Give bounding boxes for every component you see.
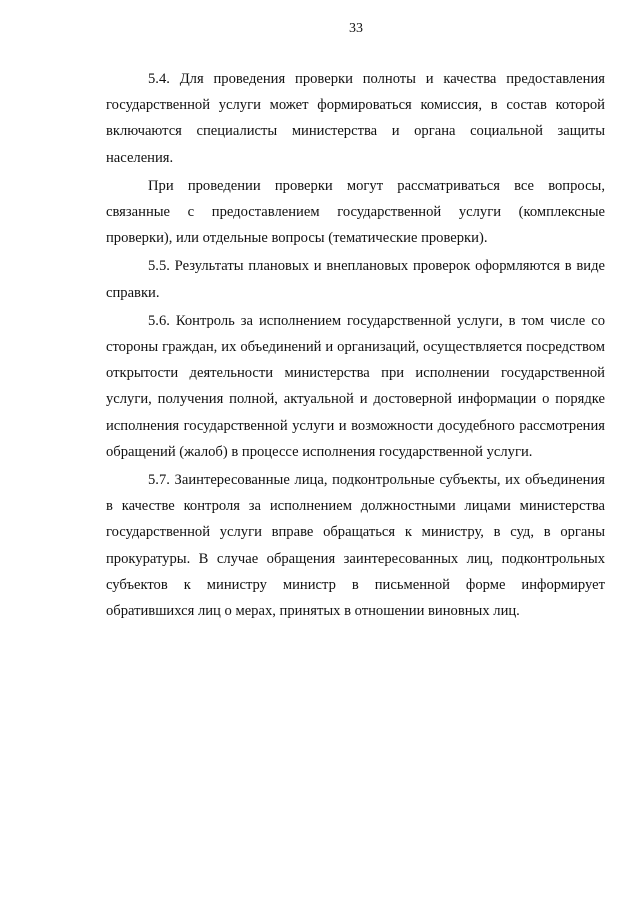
paragraph-5-7: 5.7. Заинтересованные лица, подконтрольные субъекты, их объединения в качестве контроля за исполнением должностными лицами министерства государственной услуги вправе обращаться к министру, в суд, в органы прокуратуры. В случае обращения заинтересованных лиц, подконтрольных субъектов к министру министр в письменной форме информирует обратившихся лиц о мерах, принятых в отношении виновных лиц.	[106, 472, 605, 620]
paragraph-5-4-continued: При проведении проверки могут рассматриваться все вопросы, связанные с предоставлением государственной услуги (комплексные проверки), или отдельные вопросы (тематические проверки).	[106, 177, 605, 247]
document-body	[106, 66, 605, 624]
paragraph-5-4: 5.4. Для проведения проверки полноты и качества предоставления государственной услуги может формироваться комиссия, в состав которой включаются специалисты министерства и органа социальной защиты населения.	[106, 71, 605, 166]
page-number: 33	[349, 21, 363, 36]
paragraph-5-5: 5.5. Результаты плановых и внеплановых проверок оформляются в виде справки.	[106, 258, 605, 301]
paragraph-5-6: 5.6. Контроль за исполнением государственной услуги, в том числе со стороны граждан, их объединений и организаций, осуществляется посредством открытости деятельности министерства при исполнении государственной услуги, получения полной, актуальной и достоверной информации о порядке исполнения государственной услуги и возможности досудебного рассмотрения обращений (жалоб) в процессе исполнения государственной услуги.	[106, 312, 605, 460]
